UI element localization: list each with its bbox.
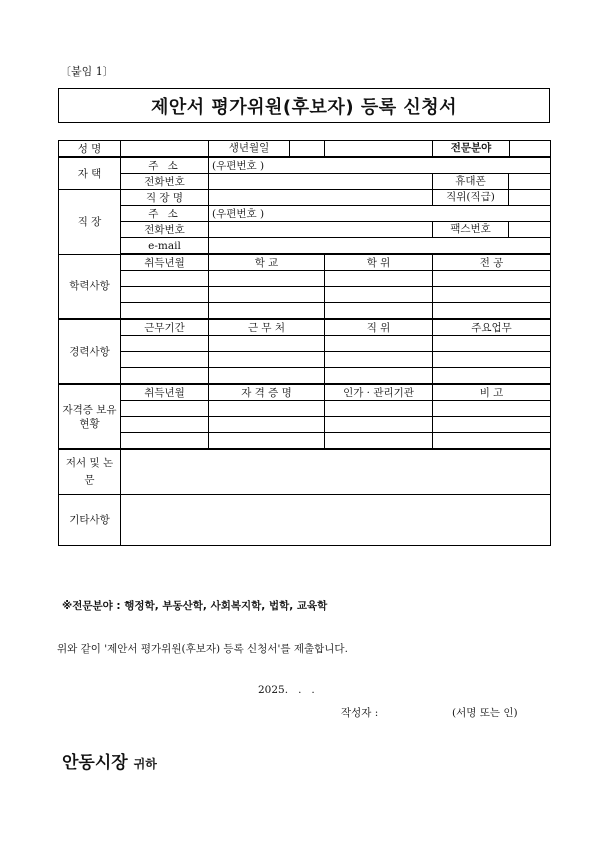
signature-label: (서명 또는 인): [452, 707, 518, 719]
addressee-main: 안동시장: [62, 753, 128, 773]
education-header-1: 취득년월: [121, 254, 209, 271]
career-label: 경력사항: [59, 319, 121, 384]
work-address-field[interactable]: [209, 206, 551, 222]
home-phone-field[interactable]: [209, 174, 433, 190]
birth-field-extra[interactable]: [325, 141, 433, 158]
career-row[interactable]: [59, 352, 551, 368]
career-header-2: 근 무 처: [209, 319, 325, 336]
cert-header-4: 비 고: [433, 384, 551, 401]
workplace-label: 직 장 명: [121, 190, 209, 206]
position-field[interactable]: [509, 190, 550, 205]
application-form-table: [58, 140, 551, 546]
workplace-field[interactable]: [209, 190, 433, 206]
cert-header-1: 취득년월: [121, 384, 209, 401]
mobile-label: 휴대폰: [433, 174, 509, 189]
birth-label: 생년월일: [209, 141, 290, 156]
education-row[interactable]: [59, 271, 551, 287]
work-address-label: 주 소: [121, 206, 209, 222]
birth-field[interactable]: [290, 141, 324, 156]
work-label: 직 장: [59, 190, 121, 255]
home-address-field[interactable]: [209, 157, 551, 174]
fax-label: 팩스번호: [433, 222, 509, 237]
submit-statement: 위와 같이 '제안서 평가위원(후보자) 등록 신청서'를 제출합니다.: [57, 643, 348, 655]
home-label: 자 택: [59, 157, 121, 190]
work-postal-label: (우편번호 ): [212, 207, 265, 220]
work-phone-label: 전화번호: [121, 222, 209, 238]
email-field[interactable]: [209, 238, 551, 255]
home-address-label: 주 소: [121, 157, 209, 174]
education-label: 학력사항: [59, 254, 121, 319]
name-label: 성 명: [59, 141, 121, 158]
field-input[interactable]: [510, 141, 550, 156]
papers-field[interactable]: [121, 449, 551, 495]
attachment-label: 〔붙임 1〕: [60, 65, 114, 78]
mobile-field[interactable]: [509, 174, 550, 189]
cert-row[interactable]: [59, 417, 551, 433]
cert-label: 자격증 보유현황: [59, 384, 121, 449]
education-row[interactable]: [59, 303, 551, 320]
writer-label: 작성자 :: [341, 707, 379, 719]
cert-row[interactable]: [59, 401, 551, 417]
other-label: 기타사항: [59, 495, 121, 546]
cert-header-3: 인가 · 관리기관: [325, 384, 433, 401]
fax-field[interactable]: [509, 222, 550, 237]
education-row[interactable]: [59, 287, 551, 303]
position-label: 직위(직급): [433, 190, 509, 205]
education-header-2: 학 교: [209, 254, 325, 271]
name-field[interactable]: [121, 141, 209, 158]
career-header-3: 직 위: [325, 319, 433, 336]
work-phone-field[interactable]: [209, 222, 433, 238]
field-note: ※전문분야 : 행정학, 부동산학, 사회복지학, 법학, 교육학: [62, 600, 328, 612]
date-line: 2025. . .: [258, 684, 315, 696]
papers-label: 저서 및 논문: [59, 449, 121, 495]
career-row[interactable]: [59, 336, 551, 352]
other-field[interactable]: [121, 495, 551, 546]
career-row[interactable]: [59, 368, 551, 385]
home-phone-label: 전화번호: [121, 174, 209, 190]
addressee: [62, 748, 157, 773]
education-header-3: 학 위: [325, 254, 433, 271]
cert-header-2: 자 격 증 명: [209, 384, 325, 401]
career-header-4: 주요업무: [433, 319, 551, 336]
email-label: e-mail: [121, 238, 209, 255]
cert-row[interactable]: [59, 433, 551, 450]
career-header-1: 근무기간: [121, 319, 209, 336]
education-header-4: 전 공: [433, 254, 551, 271]
field-label: 전문분야: [433, 141, 510, 156]
addressee-suffix: 귀하: [133, 757, 157, 771]
home-postal-label: (우편번호 ): [212, 159, 265, 172]
form-title: 제안서 평가위원(후보자) 등록 신청서: [58, 88, 550, 123]
